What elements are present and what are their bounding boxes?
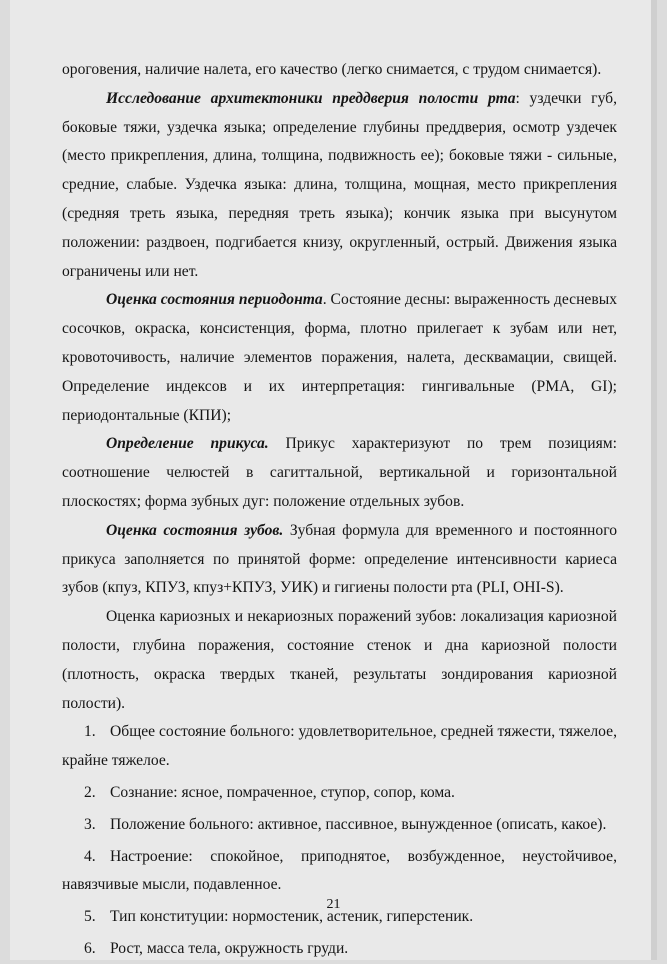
list-item-number: 6.: [84, 939, 96, 957]
paragraph-caries: Оценка кариозных и некариозных поражений зубов: локализация кариозной полости, глубина поражения, состояние стенок и дна кариозной полости (плотность, окраска твердых тканей, результаты зондирования кариозной полости).: [62, 608, 617, 712]
list-item-text: Настроение: спокойное, приподнятое, возбужденное, неустойчивое, навязчивые мысли, подавленное.: [62, 847, 617, 894]
list-item-number: 5.: [84, 908, 96, 926]
document-page: [10, 0, 657, 960]
list-item-text: Тип конституции: нормостеник, астеник, гиперстеник.: [110, 908, 474, 926]
page-number: 21: [326, 897, 341, 912]
list-item-number: 3.: [84, 815, 96, 833]
heading-periodontium: Оценка состояния периодонта: [106, 291, 323, 309]
paragraph-continuation: ороговения, наличие налета, его качество (легко снимается, с трудом снимается).: [62, 61, 602, 78]
list-item-number: 1.: [84, 723, 96, 741]
heading-vestibule: Исследование архитектоники преддверия полости рта: [106, 89, 516, 107]
list-item-number: 4.: [84, 847, 96, 865]
list-item: [62, 718, 617, 776]
paragraph-vestibule-text: : уздечки губ, боковые тяжи, уздечка языка; определение глубины преддверия, осмотр уздечек (место прикрепления, длина, толщина, подвижность ее); боковые тяжи - сильные, средние, слабые. Уздечка языка: длина, толщина, мощная, место прикрепления (средняя треть языка, передняя треть языка); кончик языка при высунутом положении: раздвоен, подгибается книзу, округленный, острый. Движения языка ограничены или нет.: [62, 89, 617, 280]
list-item: [62, 935, 617, 964]
paragraph-bite-text: Прикус характеризуют по трем позициям: соотношение челюстей в сагиттальной, вертикальной и горизонтальной плоскостях; форма зубных дуг: положение отдельных зубов.: [62, 435, 617, 510]
paragraph-teeth-text: Зубная формула для временного и постоянного прикуса заполняется по принятой форме: определение интенсивности кариеса зубов (кпуз, КПУЗ, кпуз+КПУЗ, УИК) и гигиены полости рта (PLI, OHI-S).: [62, 521, 618, 597]
list-item: [62, 779, 617, 808]
list-item-text: Сознание: ясное, помраченное, ступор, сопор, кома.: [110, 783, 455, 801]
list-item: [62, 811, 617, 840]
heading-bite: Определение прикуса.: [106, 435, 269, 453]
list-item-text: Положение больного: активное, пассивное, вынужденное (описать, какое).: [110, 815, 607, 833]
heading-teeth: Оценка состояния зубов.: [106, 521, 284, 539]
numbered-list: [62, 718, 617, 963]
list-item: [62, 843, 617, 901]
paragraph-periodontium: [62, 286, 617, 430]
paragraph-bite: [62, 430, 617, 516]
paragraph-vestibule: [62, 85, 617, 287]
paragraph-periodontium-text: . Состояние десны: выраженность десневых сосочков, окраска, консистенция, форма, плотно прилегает к зубам или нет, кровоточивость, наличие элементов поражения, налета, десквамации, свищей. Определение индексов и их интерпретация: гингивальные (PMA, GI); периодонтальные (КПИ);: [62, 291, 617, 424]
paragraph-teeth: [62, 517, 617, 603]
page-edge-shadow: [651, 0, 657, 960]
list-item-text: Общее состояние больного: удовлетворительное, средней тяжести, тяжелое, крайне тяжелое.: [62, 723, 617, 770]
list-item-text: Рост, масса тела, окружность груди.: [110, 939, 349, 957]
list-item-number: 2.: [84, 783, 96, 801]
